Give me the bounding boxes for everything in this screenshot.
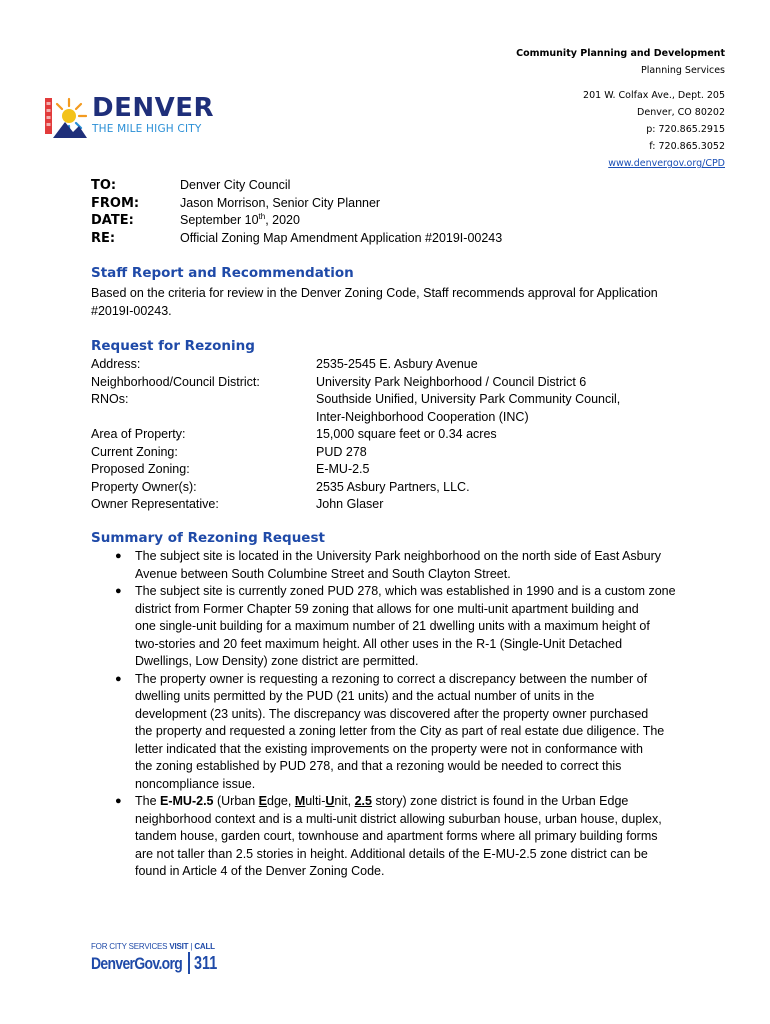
list-item: ● The property owner is requesting a rezoning to correct a discrepancy between the number of dwelling units permitted by the PUD (21 units) and the actual number of units in the development (23 units). The discrepancy was discovered after the property owner purchased the property and requested a zoning letter from the City as part of real estate due diligence. The letter indicated that the existing improvements on the property were not in conformance with the zoning established by PUD 278, and that a rezoning would be needed to correct this noncompliance issue. [115,671,665,791]
request-heading: Request for Rezoning [91,338,255,354]
bullet-icon: ● [115,795,122,807]
request-row: RNOs: Southside Unified, University Park Community Council, [91,392,621,406]
logo-tagline: THE MILE HIGH CITY [92,123,202,135]
phone-number: p: 720.865.2915 [646,124,725,135]
memo-header [91,177,502,247]
department-website-link[interactable]: www.denvergov.org/CPD [608,158,725,169]
request-table [91,356,696,514]
to-value: Denver City Council [180,178,291,192]
list-item: ● The E-MU-2.5 (Urban Edge, Multi-Unit, 2.5 story) zone district is found in the Urban Edge neighborhood context and is a multi-unit district allowing suburban house, urban house, duplex, tandem house, garden court, townhouse and apartment forms where all primary building forms are not taller than 2.5 stories in height. Additional details of the E-MU-2.5 zone district can be found in Article 4 of the Denver Zoning Code. [115,794,662,878]
staff-report-paragraph: Based on the criteria for review in the Denver Zoning Code, Staff recommends approval for Application #2019I-00243. [91,286,658,318]
denver-sun-mountain-icon [45,92,87,138]
memo-from-row [91,195,502,213]
staff-report-heading: Staff Report and Recommendation [91,265,354,281]
date-label: DATE: [91,213,134,228]
request-row: Address: 2535-2545 E. Asbury Avenue [91,357,478,371]
from-label: FROM: [91,195,140,211]
request-row: Inter-Neighborhood Cooperation (INC) [316,409,529,424]
from-value: Jason Morrison, Senior City Planner [180,195,381,210]
list-item: ● The subject site is located in the University Park neighborhood on the north side of East Asbury Avenue between South Columbine Street and South Clayton Street. [115,549,661,581]
street-address: 201 W. Colfax Ave., Dept. 205 [583,90,725,101]
division-name: Planning Services [640,65,725,76]
to-label: TO: [91,178,117,193]
request-row: Area of Property: 15,000 square feet or 0.34 acres [91,427,497,441]
city-state-zip: Denver, CO 80202 [637,107,725,118]
request-row: Current Zoning: PUD 278 [91,444,367,459]
footer-website[interactable]: DenverGov.org [91,954,183,973]
memo-to-row [91,177,502,195]
department-name: Community Planning and Development [516,48,725,59]
request-row: Proposed Zoning: E-MU-2.5 [91,462,370,476]
list-item: ● The subject site is currently zoned PUD 278, which was established in 1990 and is a custom zone district from Former Chapter 59 zoning that allows for one multi-unit apartment building and one single-unit building for a maximum number of 21 dwelling units with a maximum height of two-stories and 20 feet maximum height. All other uses in the R-1 (Single-Unit Detached Dwellings, Low Density) zone district are permitted. [115,584,676,668]
bullet-icon: ● [115,550,122,562]
summary-heading: Summary of Rezoning Request [91,530,325,546]
request-row: Owner Representative: John Glaser [91,497,384,511]
re-value: Official Zoning Map Amendment Application #2019I-00243 [180,230,503,245]
footer-tagline: FOR CITY SERVICES VISIT | CALL [91,942,215,951]
footer-phone-311[interactable]: 311 [194,953,218,973]
department-contact-block [516,45,725,172]
bullet-icon: ● [115,672,122,685]
denver-logo [45,92,215,140]
memo-re-row [91,230,502,248]
footer-service-banner [91,942,221,976]
bullet-icon: ● [115,585,122,597]
logo-wordmark: DENVER [92,93,215,123]
re-label: RE: [91,230,116,246]
date-value: September 10th, 2020 [180,211,300,227]
footer-divider [188,952,190,974]
fax-number: f: 720.865.3052 [649,141,725,152]
memo-date-row [91,212,502,230]
request-row: Neighborhood/Council District: University Park Neighborhood / Council District 6 [91,374,587,389]
request-row: Property Owner(s): 2535 Asbury Partners, LLC. [91,479,470,494]
summary-bullet-list [115,548,681,881]
